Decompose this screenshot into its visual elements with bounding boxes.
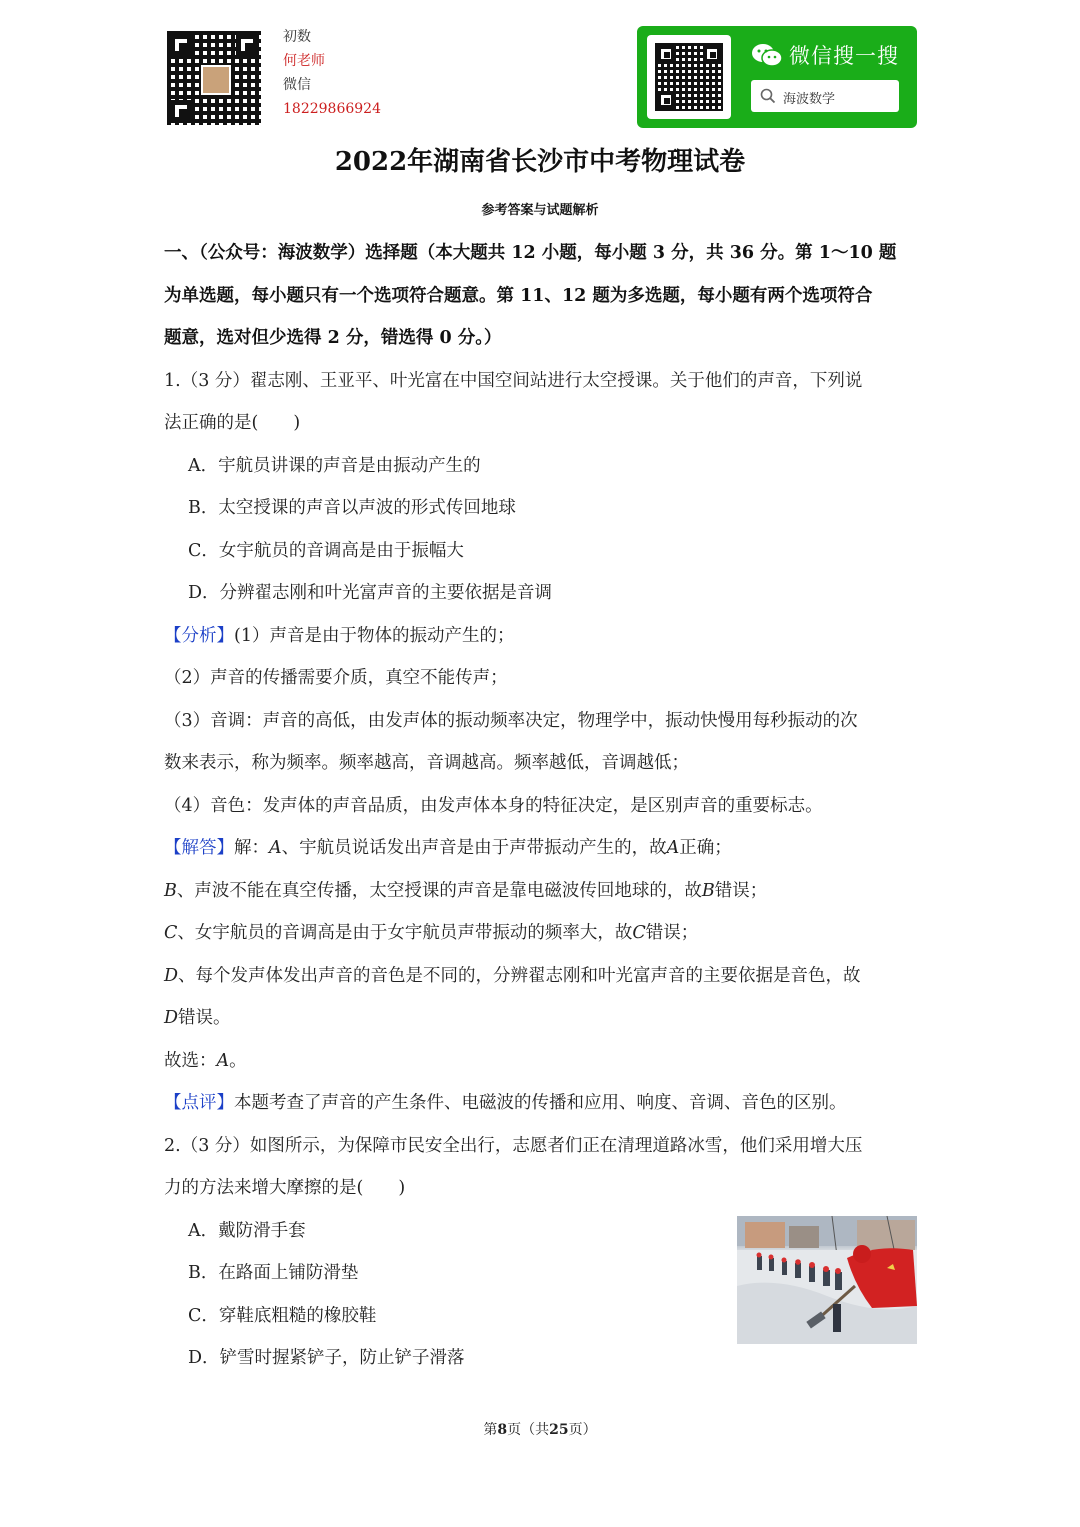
page-title: 2022年湖南省长沙市中考物理试卷 <box>334 147 746 177</box>
q1-analysis-line-1 <box>164 622 514 647</box>
q2-stem-line-2: 力的方法来增大摩擦的是( ) <box>164 1178 406 1198</box>
contact-line-1: 初数 <box>283 29 311 45</box>
q2-option-b: B．在路面上铺防滑垫 <box>188 1263 359 1283</box>
search-icon <box>760 88 776 104</box>
q2-stem-line-1: 2.（3 分）如图所示，为保障市民安全出行，志愿者们正在清理道路冰雪，他们采用增大压 <box>164 1136 863 1156</box>
contact-phone: 18229866924 <box>283 101 381 117</box>
q1-option-d: D．分辨翟志刚和叶光富声音的主要依据是音调 <box>188 583 553 603</box>
wechat-logo-icon <box>751 42 783 68</box>
snow-clearing-photo <box>737 1216 917 1344</box>
comment-tag: 【点评】 <box>164 1093 234 1113</box>
q2-option-d: D．铲雪时握紧铲子，防止铲子滑落 <box>188 1348 465 1368</box>
answer-text: 解：𝐴、宇航员说话发出声音是由于声带振动产生的，故𝐴正确； <box>234 838 732 858</box>
q1-option-a: A．宇航员讲课的声音是由振动产生的 <box>188 456 481 476</box>
wechat-search-card[interactable] <box>637 26 917 128</box>
contact-line-2: 何老师 <box>283 53 325 69</box>
q1-analysis-line-5: （4）音色：发声体的声音品质，由发声体本身的特征决定，是区别声音的重要标志。 <box>164 796 823 816</box>
q2-option-a: A．戴防滑手套 <box>188 1221 306 1241</box>
q1-analysis-line-4: 数来表示，称为频率。频率越高，音调越高。频率越低，音调越低； <box>164 753 689 773</box>
contact-line-3: 微信 <box>283 77 311 93</box>
answer-tag: 【解答】 <box>164 838 234 858</box>
wechat-search-title: 微信搜一搜 <box>789 44 899 68</box>
wechat-card-qr-code <box>655 43 723 111</box>
q1-stem-line-2: 法正确的是( ) <box>164 413 301 433</box>
page-subtitle: 参考答案与试题解析 <box>481 203 599 218</box>
section-header-line-2: 为单选题，每小题只有一个选项符合题意。第 11、12 题为多选题，每小题有两个选项符合 <box>164 286 873 306</box>
q1-answer-line-4: 𝐷、每个发声体发出声音的音色是不同的，分辨翟志刚和叶光富声音的主要依据是音色，故 <box>164 966 861 986</box>
q1-option-b: B．太空授课的声音以声波的形式传回地球 <box>188 498 516 518</box>
q1-answer-choice: 故选：𝐴。 <box>164 1051 247 1071</box>
footer-total-pages: 25 <box>549 1422 569 1438</box>
q1-answer-line-1 <box>164 834 732 859</box>
q1-answer-line-2: 𝐵、声波不能在真空传播，太空授课的声音是靠电磁波传回地球的，故𝐵错误； <box>164 881 768 901</box>
analysis-text: (1）声音是由于物体的振动产生的； <box>234 626 515 646</box>
section-header-line-1: 一、（公众号：海波数学）选择题（本大题共 12 小题，每小题 3 分，共 36 分。第 1～10 题 <box>164 243 897 263</box>
q1-comment-line <box>164 1089 847 1114</box>
wechat-search-box[interactable] <box>751 80 899 112</box>
footer-page-number: 8 <box>497 1422 508 1438</box>
wechat-search-text: 海波数学 <box>783 92 836 107</box>
analysis-tag: 【分析】 <box>164 626 234 646</box>
q1-answer-line-3: 𝐶、女宇航员的音调高是由于女宇航员声带振动的频率大，故𝐶错误； <box>164 923 699 943</box>
page-footer <box>0 1419 1080 1439</box>
wechat-card-qr-frame <box>647 35 731 119</box>
section-header-line-3: 题意，选对但少选得 2 分，错选得 0 分。） <box>164 328 502 348</box>
wechat-qr-code <box>167 31 261 125</box>
qr-avatar <box>201 65 231 95</box>
footer-suffix: 页） <box>568 1422 597 1438</box>
comment-text: 本题考查了声音的产生条件、电磁波的传播和应用、响度、音调、音色的区别。 <box>234 1093 847 1113</box>
q1-option-c: C．女宇航员的音调高是由于振幅大 <box>188 541 464 561</box>
q2-option-c: C．穿鞋底粗糙的橡胶鞋 <box>188 1306 377 1326</box>
q1-answer-line-5: 𝐷错误。 <box>164 1008 231 1028</box>
q1-analysis-line-2: （2）声音的传播需要介质，真空不能传声； <box>164 668 508 688</box>
footer-prefix: 第 <box>483 1422 498 1438</box>
q1-analysis-line-3: （3）音调：声音的高低，由发声体的振动频率决定，物理学中，振动快慢用每秒振动的次 <box>164 711 858 731</box>
footer-middle: 页（共 <box>507 1422 550 1438</box>
q1-stem-line-1: 1.（3 分）翟志刚、王亚平、叶光富在中国空间站进行太空授课。关于他们的声音，下列说 <box>164 371 863 391</box>
